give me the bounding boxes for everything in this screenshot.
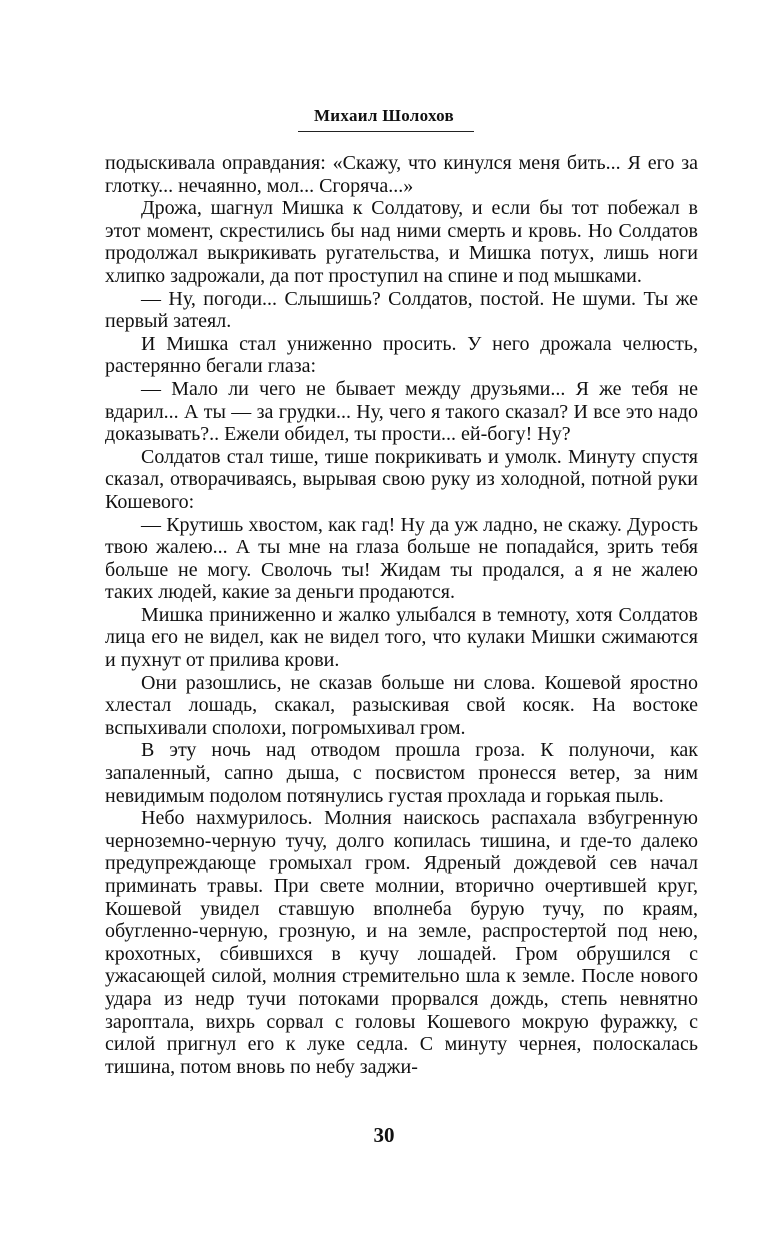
paragraph: — Ну, погоди... Слышишь? Солдатов, постой. Не шуми. Ты же первый затеял. bbox=[105, 287, 698, 333]
paragraph: — Крутишь хвостом, как гад! Ну да уж ладно, не скажу. Дурость твою жалею... А ты мне на глаза больше не попадайся, зрить тебя больше не могу. Сволочь ты! Жидам ты продался, а я не жалею таких людей, какие за деньги продаются. bbox=[105, 513, 698, 604]
page-number: 30 bbox=[373, 1123, 395, 1147]
header-rule bbox=[298, 131, 474, 132]
running-header-author: Михаил Шолохов bbox=[313, 106, 455, 125]
paragraph: Солдатов стал тише, тише покрикивать и умолк. Минуту спустя сказал, отворачиваясь, вырывая свою руку из холодной, потной руки Кошевого: bbox=[105, 445, 698, 513]
paragraph: В эту ночь над отводом прошла гроза. К полуночи, как запаленный, сапно дыша, с посвистом пронесся ветер, за ним невидимым подолом потянулись густая прохлада и горькая пыль. bbox=[105, 739, 698, 807]
body-text bbox=[105, 152, 698, 1078]
paragraph: Они разошлись, не сказав больше ни слова. Кошевой яростно хлестал лошадь, скакал, разыскивая свой косяк. На востоке вспыхивали сполохи, погромыхивал гром. bbox=[105, 671, 698, 739]
paragraph: Дрожа, шагнул Мишка к Солдатову, и если бы тот побежал в этот момент, скрестились бы над ними смерть и кровь. Но Солдатов продолжал выкрикивать ругательства, и Мишка потух, лишь ноги хлипко задрожали, да пот проступил на спине и под мышками. bbox=[105, 197, 698, 287]
paragraph: И Мишка стал униженно просить. У него дрожала челюсть, растерянно бегали глаза: bbox=[105, 332, 698, 378]
paragraph: Мишка приниженно и жалко улыбался в темноту, хотя Солдатов лица его не видел, как не видел того, что кулаки Мишки сжимаются и пухнут от прилива крови. bbox=[105, 603, 698, 672]
paragraph: Небо нахмурилось. Молния наискось распахала взбугренную черноземно-черную тучу, долго копилась тишина, и где-то далеко предупреждающе громыхал гром. Ядреный дождевой сев начал приминать травы. При свете молнии, вторично очертившей круг, Кошевой увидел ставшую вполнеба бурую тучу, по краям, обугленно-черную, грозную, и на земле, распростертой под нею, крохотных, сбившихся в кучу лошадей. Гром обрушился с ужасающей силой, молния стремительно шла к земле. После нового удара из недр тучи потоками прорвался дождь, степь невнятно зароптала, вихрь сорвал с головы Кошевого мокрую фуражку, с силой пригнул его к луке седла. С минуту чернея, полоскалась тишина, потом вновь по небу заджи- bbox=[105, 807, 698, 1078]
paragraph: подыскивала оправдания: «Скажу, что кинулся меня бить... Я его за глотку... нечаянно, мол... Сгоряча...» bbox=[105, 152, 698, 197]
paragraph: — Мало ли чего не бывает между друзьями... Я же тебя не вдарил... А ты — за грудки... Ну, чего я такого сказал? И все это надо доказывать?.. Ежели обидел, ты прости... ей-богу! Ну? bbox=[105, 377, 698, 446]
